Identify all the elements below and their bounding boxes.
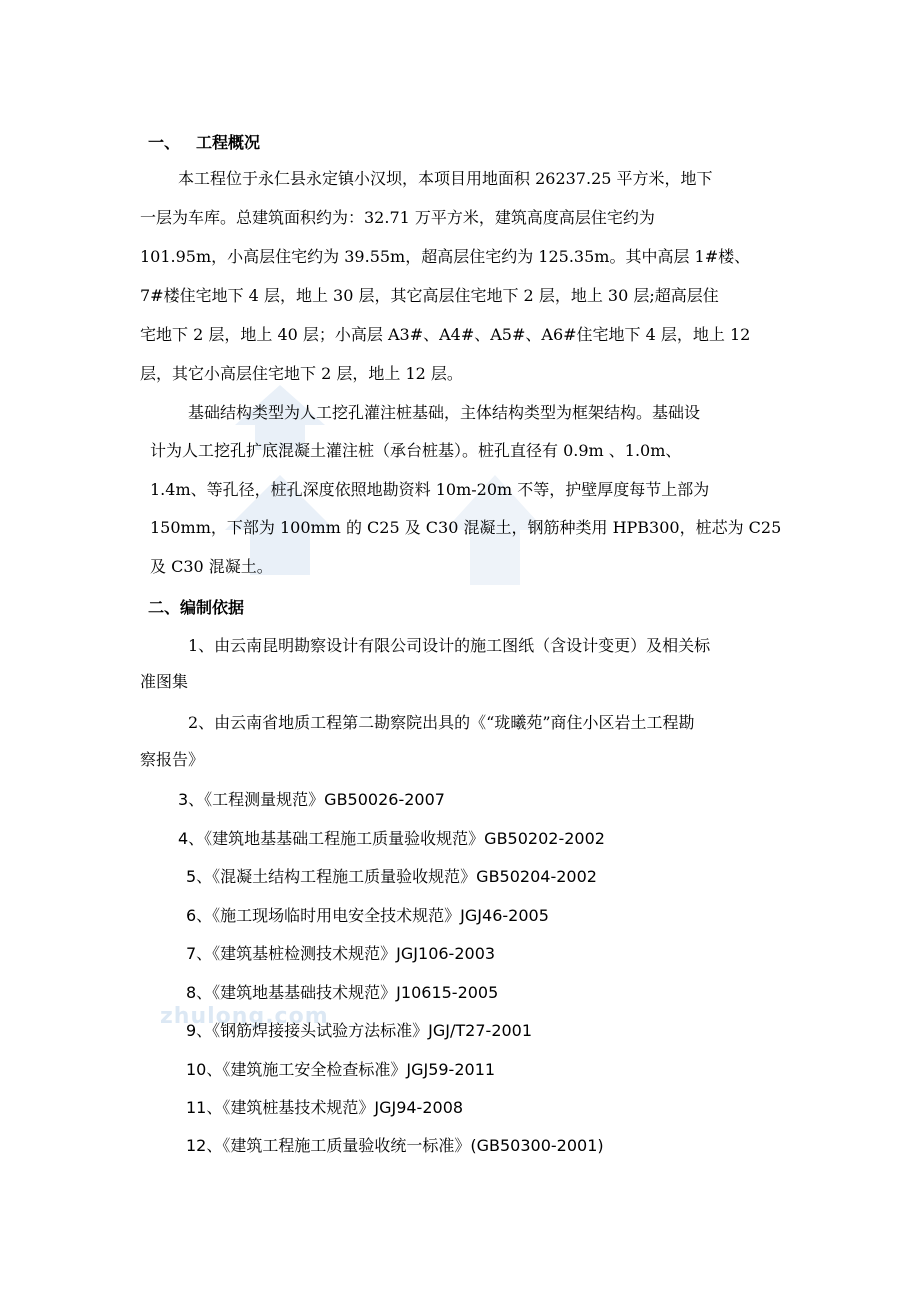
- para1-line: 一层为车库。总建筑面积约为：32.71 万平方米，建筑高度高层住宅约为: [140, 208, 655, 227]
- basis-item: 7、《建筑基桩检测技术规范》JGJ106-2003: [186, 944, 496, 963]
- para2-line: 及 C30 混凝土。: [150, 557, 273, 576]
- section1-title: 工程概况: [196, 133, 261, 152]
- basis-item-cont: 准图集: [140, 672, 189, 691]
- basis-item: 12、《建筑工程施工质量验收统一标准》(GB50300-2001): [186, 1136, 604, 1155]
- basis-item: 8、《建筑地基基础技术规范》J10615-2005: [186, 983, 499, 1002]
- basis-item: 1、由云南昆明勘察设计有限公司设计的施工图纸（含设计变更）及相关标: [188, 636, 711, 655]
- para2-line: 1.4m、等孔径，桩孔深度依照地勘资料 10m-20m 不等，护壁厚度每节上部为: [150, 480, 710, 499]
- para1-line: 层，其它小高层住宅地下 2 层，地上 12 层。: [140, 364, 463, 383]
- para2-line: 150mm，下部为 100mm 的 C25 及 C30 混凝土，钢筋种类用 HPB300，桩芯为 C25: [150, 518, 782, 537]
- para2-line: 计为人工挖孔扩底混凝土灌注桩（承台桩基）。桩孔直径有 0.9m 、1.0m、: [150, 441, 682, 460]
- basis-item: 6、《施工现场临时用电安全技术规范》JGJ46-2005: [186, 906, 549, 925]
- para1-line: 宅地下 2 层，地上 40 层；小高层 A3#、A4#、A5#、A6#住宅地下 4 层，地上 12: [140, 325, 751, 344]
- basis-item: 4、《建筑地基基础工程施工质量验收规范》GB50202-2002: [178, 829, 605, 848]
- para2-line: 基础结构类型为人工挖孔灌注桩基础，主体结构类型为框架结构。基础设: [188, 403, 701, 422]
- basis-item: 2、由云南省地质工程第二勘察院出具的《“珑曦苑”商住小区岩土工程勘: [188, 713, 695, 732]
- basis-item: 9、《钢筋焊接接头试验方法标准》JGJ/T27-2001: [186, 1021, 533, 1040]
- section1-number: 一、: [148, 133, 181, 152]
- basis-item: 5、《混凝土结构工程施工质量验收规范》GB50204-2002: [186, 867, 597, 886]
- watermark-text: zhulong.com: [160, 1004, 329, 1029]
- para1-line: 101.95m，小高层住宅约为 39.55m，超高层住宅约为 125.35m。其中高层 1#楼、: [140, 247, 751, 266]
- section2-title: 二、编制依据: [148, 598, 245, 617]
- basis-item-cont: 察报告》: [140, 750, 205, 769]
- basis-item: 10、《建筑施工安全检查标准》JGJ59-2011: [186, 1060, 496, 1079]
- para1-line: 7#楼住宅地下 4 层，地上 30 层，其它高层住宅地下 2 层，地上 30 层;超高层住: [140, 286, 719, 305]
- basis-item: 3、《工程测量规范》GB50026-2007: [178, 790, 445, 809]
- para1-line: 本工程位于永仁县永定镇小汉坝，本项目用地面积 26237.25 平方米，地下: [178, 169, 713, 188]
- basis-item: 11、《建筑桩基技术规范》JGJ94-2008: [186, 1098, 464, 1117]
